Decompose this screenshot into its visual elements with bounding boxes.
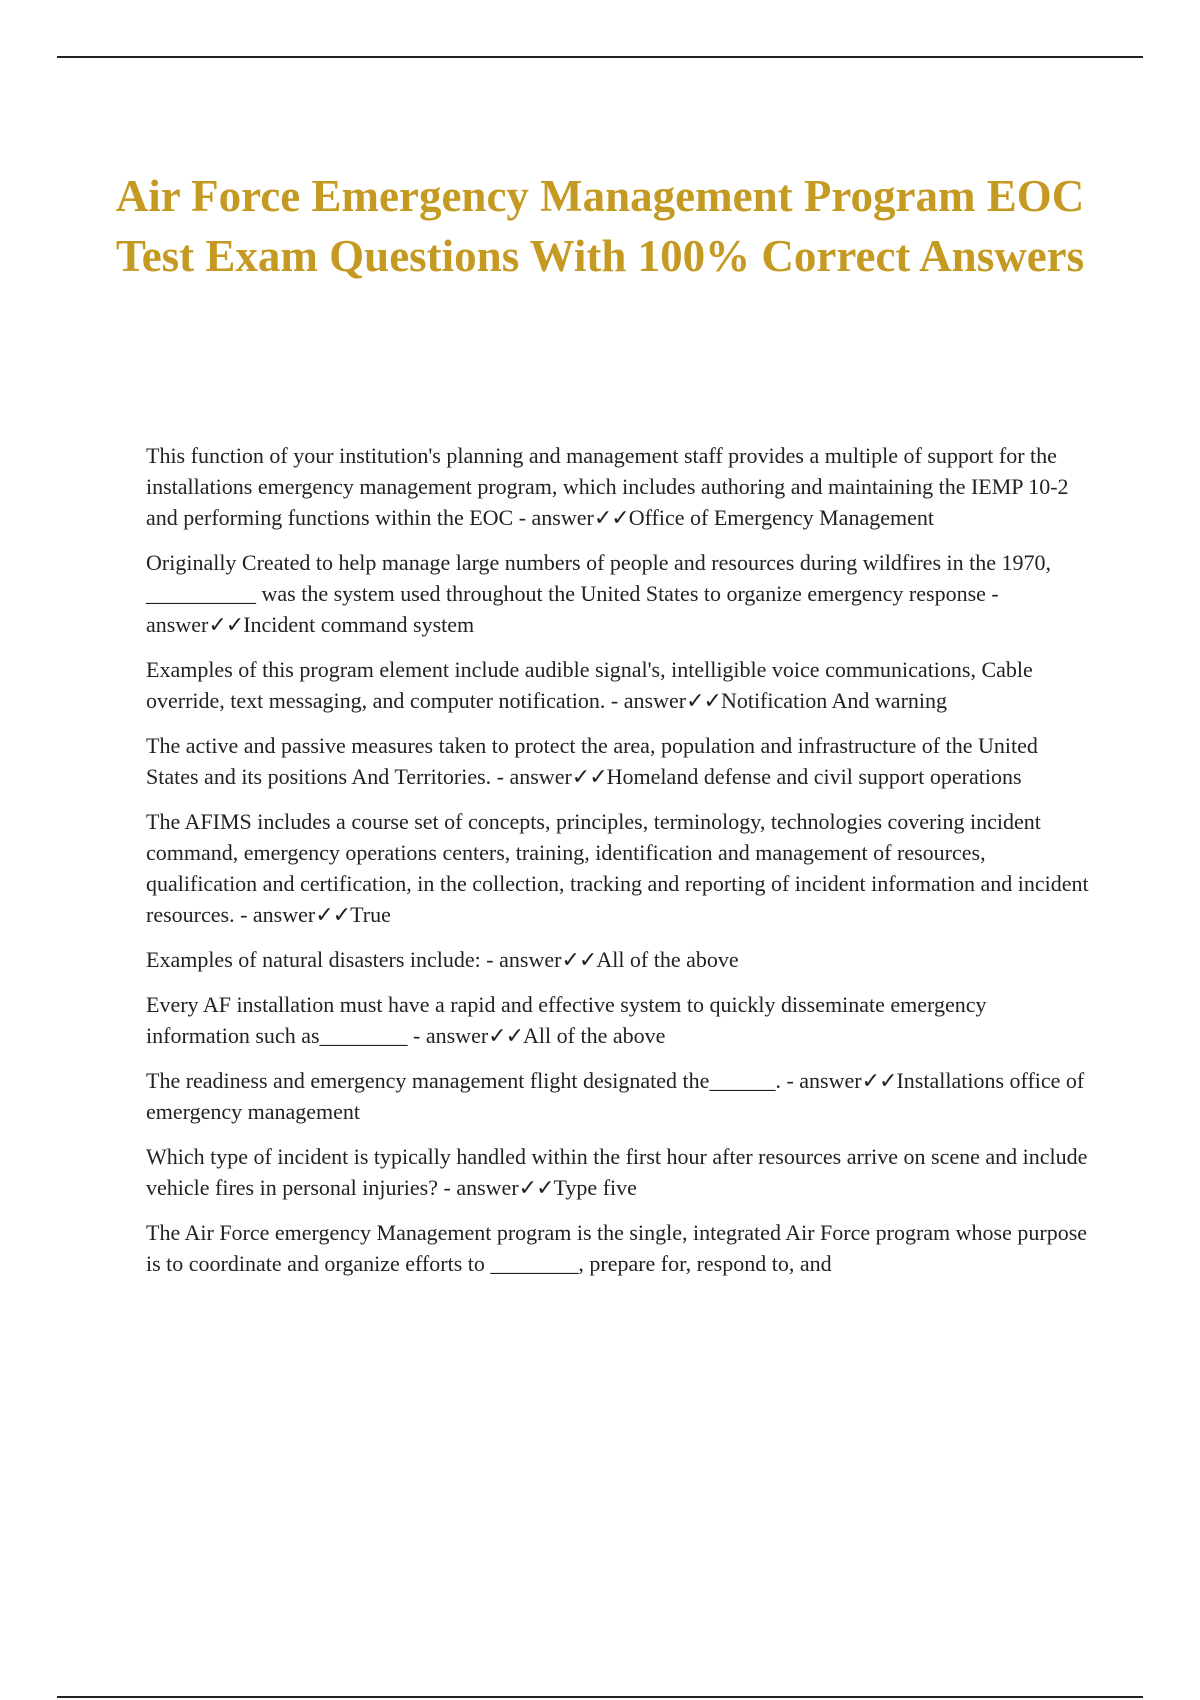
bottom-rule: [57, 1696, 1143, 1698]
qa-item-3: [146, 654, 1090, 716]
qa-item-8: [146, 1065, 1090, 1127]
top-rule: [57, 56, 1143, 58]
answer-text: All of the above: [523, 1023, 666, 1048]
checkmark-icon: ✓✓: [208, 612, 244, 637]
document-title: Air Force Emergency Management Program EOC Test Exam Questions With 100% Correct Answers: [115, 171, 1085, 281]
qa-item-9: [146, 1141, 1090, 1203]
answer-prefix: - answer: [146, 581, 999, 637]
qa-item-5: [146, 806, 1090, 930]
qa-item-2: [146, 547, 1090, 640]
answer-prefix: - answer: [513, 505, 594, 530]
answer-prefix: - answer: [605, 688, 687, 713]
qa-item-4: [146, 730, 1090, 792]
checkmark-icon: ✓✓: [518, 1175, 554, 1200]
qa-item-7: [146, 989, 1090, 1051]
answer-prefix: - answer: [438, 1175, 519, 1200]
question-text: This function of your institution's planning and management staff provides a multiple of support for the installations emergency management program, which includes authoring and maintaining the IEMP 10-2 and performing functions within the EOC: [146, 443, 1069, 530]
question-text: The readiness and emergency management flight designated the______.: [146, 1068, 781, 1093]
qa-list: [146, 440, 1090, 1293]
checkmark-icon: ✓✓: [861, 1068, 897, 1093]
answer-prefix: - answer: [407, 1023, 489, 1048]
checkmark-icon: ✓✓: [593, 505, 629, 530]
question-text: Which type of incident is typically handled within the first hour after resources arrive on scene and include vehicle fires in personal injuries?: [146, 1144, 1088, 1200]
question-text: Examples of this program element include audible signal's, intelligible voice communications, Cable override, text messaging, and computer notification.: [146, 657, 1033, 713]
answer-prefix: - answer: [780, 1068, 862, 1093]
answer-text: True: [350, 902, 391, 927]
answer-text: Incident command system: [243, 612, 475, 637]
answer-prefix: - answer: [491, 764, 572, 789]
answer-text: Office of Emergency Management: [628, 505, 934, 530]
answer-text: All of the above: [596, 947, 739, 972]
question-text: The Air Force emergency Management program is the single, integrated Air Force program whose purpose is to coordinate and organize efforts to ________, prepare for, respond to, and: [146, 1220, 1088, 1276]
answer-prefix: - answer: [480, 947, 562, 972]
qa-item-1: [146, 440, 1090, 533]
answer-prefix: - answer: [234, 902, 316, 927]
question-text: Every AF installation must have a rapid and effective system to quickly disseminate emergency information such as________: [146, 992, 987, 1048]
qa-item-6: [146, 944, 1090, 975]
checkmark-icon: ✓✓: [315, 902, 351, 927]
question-text: Originally Created to help manage large numbers of people and resources during wildfires in the 1970, __________ was the system used throughout the United States to organize emergency response: [146, 550, 1051, 606]
answer-text: Notification And warning: [720, 688, 948, 713]
checkmark-icon: ✓✓: [686, 688, 721, 713]
answer-text: Type five: [553, 1175, 637, 1200]
qa-item-trailing: [146, 1217, 1090, 1279]
answer-text: Installations office of emergency management: [146, 1068, 1085, 1124]
checkmark-icon: ✓✓: [571, 764, 607, 789]
question-text: Examples of natural disasters include:: [146, 947, 481, 972]
checkmark-icon: ✓✓: [488, 1023, 524, 1048]
question-text: The AFIMS includes a course set of concepts, principles, terminology, technologies covering incident command, emergency operations centers, training, identification and management of resources, qualification and certification, in the collection, tracking and reporting of incident information and incident resources.: [146, 809, 1089, 927]
question-text: The active and passive measures taken to protect the area, population and infrastructure of the United States and its positions And Territories.: [146, 733, 1038, 789]
answer-text: Homeland defense and civil support operations: [606, 764, 1022, 789]
checkmark-icon: ✓✓: [561, 947, 597, 972]
